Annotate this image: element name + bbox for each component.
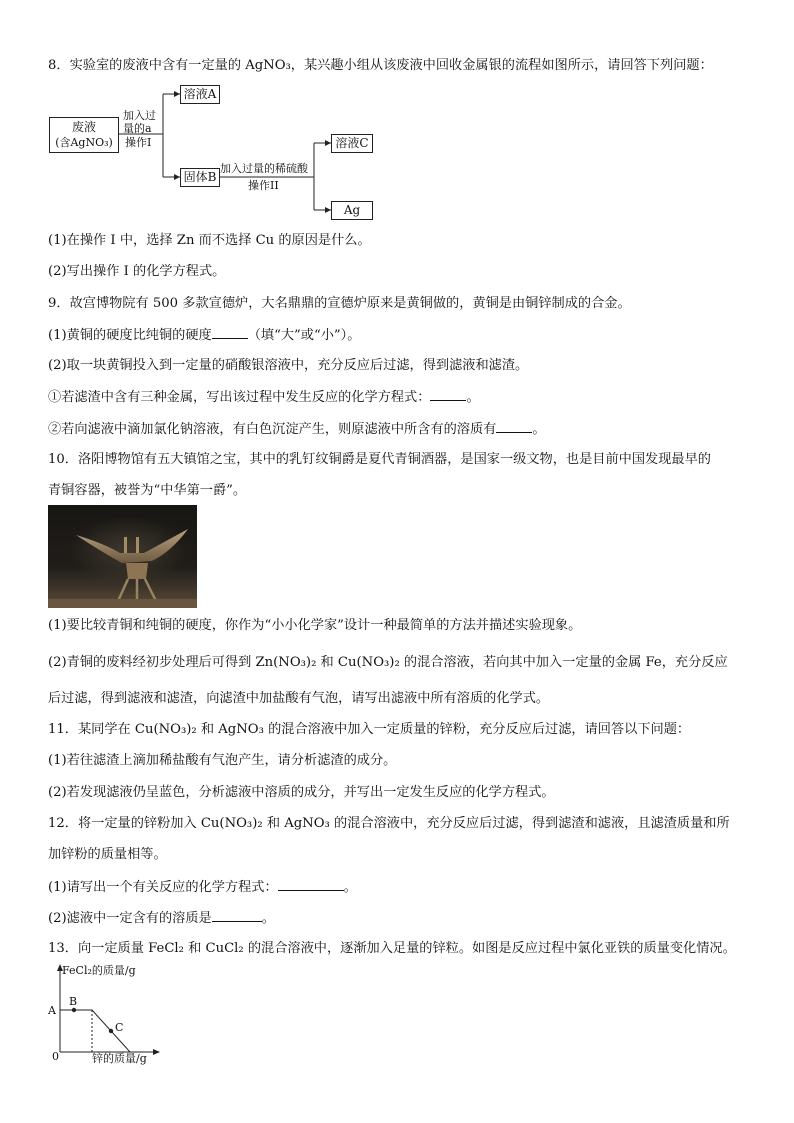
q9-part2: (2)取一块黄铜投入到一定量的硝酸银溶液中，充分反应后过滤，得到滤液和滤渣。 — [48, 358, 529, 373]
q9-part1-text-b: （填“大”或“小”）。 — [247, 328, 361, 343]
q9-case1-blank[interactable] — [430, 388, 466, 401]
waste-liquid-box — [49, 117, 119, 153]
q11-part2: (2)若发现滤液仍呈蓝色，分析滤液中溶质的成分，并写出一定发生反应的化学方程式。 — [48, 785, 555, 800]
q12-part2-blank[interactable] — [212, 909, 262, 922]
q10-stem-line2: 青铜容器，被誉为“中华第一爵”。 — [48, 483, 247, 498]
q12-part1-blank[interactable] — [278, 878, 344, 891]
q12-part1-text-b: 。 — [343, 880, 357, 895]
q12-part1 — [48, 878, 357, 897]
q8-stem: 8．实验室的废液中含有一定量的 AgNO₃，某兴趣小组从该废液中回收金属银的流程如图所示，请回答下列问题： — [48, 58, 713, 73]
q10-part1: (1)要比较青铜和纯铜的硬度，你作为“小小化学家”设计一种最简单的方法并描述实验现象。 — [48, 618, 582, 633]
q10-stem-line1: 10．洛阳博物馆有五大镇馆之宝，其中的乳钉纹铜爵是夏代青铜酒器，是国家一级文物，也是目前中国发现最早的 — [48, 452, 711, 467]
q12-part2-text-b: 。 — [261, 911, 275, 926]
bronze-jue-drawing — [48, 505, 197, 608]
ag-box: Ag — [331, 201, 373, 220]
q8-part2: (2)写出操作 I 的化学方程式。 — [48, 264, 226, 279]
waste-sub-label: (含AgNO₃) — [55, 136, 113, 149]
q9-case2-text-b: 。 — [532, 422, 546, 437]
graph-y-label: FeCl₂的质量/g — [62, 964, 136, 977]
q9-part1 — [48, 326, 360, 345]
solution-c-box: 溶液C — [331, 134, 373, 153]
graph-drawing — [44, 962, 174, 1066]
solution-a-box: 溶液A — [180, 85, 220, 104]
q12-stem-line2: 加锌粉的质量相等。 — [48, 847, 167, 862]
q12-part1-text-a: (1)请写出一个有关反应的化学方程式： — [48, 880, 278, 895]
graph-point-b: B — [69, 995, 78, 1008]
graph-x-label: 锌的质量/g — [92, 1052, 147, 1065]
waste-label: 废液 — [71, 120, 96, 134]
bronze-jue-photo — [48, 505, 197, 608]
graph-origin: 0 — [52, 1050, 59, 1063]
step1-label-2: 量的a — [123, 122, 152, 135]
step2-label-2: 操作II — [248, 179, 279, 192]
step1-label-1: 加入过 — [123, 109, 156, 122]
q10-part2-line2: 后过滤，得到滤液和滤渣，向滤渣中加盐酸有气泡，请写出滤液中所有溶质的化学式。 — [48, 691, 550, 706]
q12-part2-text-a: (2)滤液中一定含有的溶质是 — [48, 911, 212, 926]
q10-part2-line1: (2)青铜的废料经初步处理后可得到 Zn(NO₃)₂ 和 Cu(NO₃)₂ 的混合溶液，若向其中加入一定量的金属 Fe，充分反应 — [48, 655, 728, 670]
q9-part1-text-a: (1)黄铜的硬度比纯铜的硬度 — [48, 328, 212, 343]
q13-stem: 13．向一定质量 FeCl₂ 和 CuCl₂ 的混合溶液中，逐渐加入足量的锌粒。如图是反应过程中氯化亚铁的质量变化情况。 — [48, 941, 736, 956]
q11-stem: 11．某同学在 Cu(NO₃)₂ 和 AgNO₃ 的混合溶液中加入一定质量的锌粉，充分反应后过滤，请回答以下问题： — [48, 722, 691, 737]
step2-label-1: 加入过量的稀硫酸 — [220, 162, 308, 175]
graph-point-a: A — [48, 1004, 56, 1017]
q12-stem-line1: 12．将一定量的锌粉加入 Cu(NO₃)₂ 和 AgNO₃ 的混合溶液中，充分反应后过滤，得到滤渣和滤液，且滤渣质量和所 — [48, 816, 730, 831]
point-b-marker — [72, 1008, 76, 1012]
q9-case2-blank[interactable] — [496, 420, 532, 433]
step1-label-3: 操作I — [125, 136, 152, 149]
q9-case2 — [48, 420, 546, 439]
q9-case1 — [48, 388, 480, 407]
flow-connectors — [0, 0, 794, 230]
q9-part1-blank[interactable] — [212, 326, 248, 339]
q9-case1-text-a: ①若滤渣中含有三种金属，写出该过程中发生反应的化学方程式： — [48, 390, 431, 405]
point-c-marker — [109, 1029, 113, 1033]
graph-point-c: C — [115, 1021, 124, 1034]
q9-stem: 9．故宫博物院有 500 多款宣德炉，大名鼎鼎的宣德炉原来是黄铜做的，黄铜是由铜锌制成的合金。 — [48, 296, 631, 311]
q11-part1: (1)若往滤渣上滴加稀盐酸有气泡产生，请分析滤渣的成分。 — [48, 753, 397, 768]
fecl2-mass-graph — [44, 962, 174, 1066]
solid-b-box: 固体B — [180, 168, 220, 187]
q9-case2-text-a: ②若向滤液中滴加氯化钠溶液，有白色沉淀产生，则原滤液中所含有的溶质有 — [48, 422, 497, 437]
q8-part1: (1)在操作 I 中，选择 Zn 而不选择 Cu 的原因是什么。 — [48, 233, 371, 248]
q9-case1-text-b: 。 — [466, 390, 480, 405]
q12-part2 — [48, 909, 275, 928]
